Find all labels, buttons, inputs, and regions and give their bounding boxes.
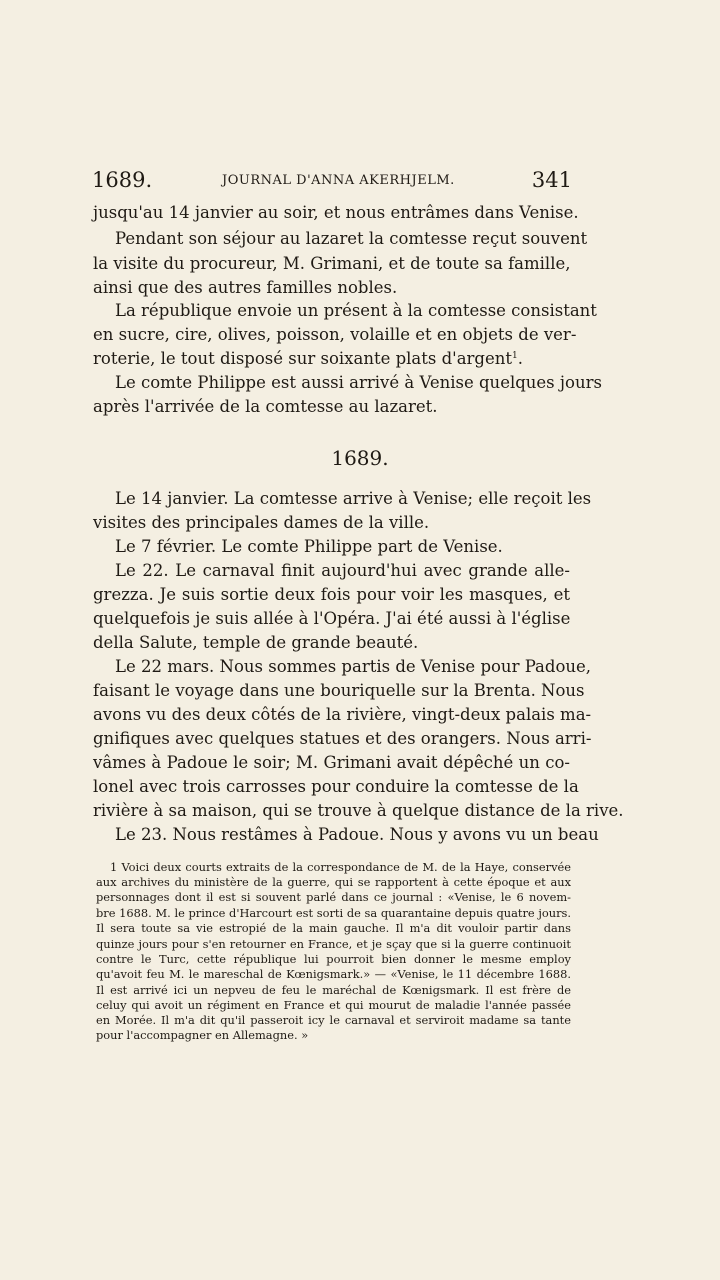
header-year: 1689.: [92, 168, 153, 192]
footnote-line: aux archives du ministère de la guerre, qui se rapportent à cette époque et aux: [96, 875, 571, 889]
page-number: 341: [531, 168, 572, 192]
text-line: della Salute, temple de grande beauté.: [93, 633, 419, 652]
footnote-line: personnages dont il est si souvent parlé dans ce journal : «Venise, le 6 novem-: [96, 890, 571, 904]
footnote-line: celuy qui avoit un régiment en France et qui mourut de maladie l'année passée: [96, 998, 571, 1012]
text-line: grezza. Je suis sortie deux fois pour voir les masques, et: [93, 585, 570, 604]
text-line: Le comte Philippe est aussi arrivé à Venise quelques jours: [115, 373, 602, 392]
text-line: quelquefois je suis allée à l'Opéra. J'ai été aussi à l'église: [93, 609, 571, 628]
text-line: Le 7 février. Le comte Philippe part de Venise.: [115, 537, 503, 556]
text-span: .: [517, 349, 523, 368]
footnote-line: Il est arrivé ici un nepveu de feu le maréchal de Kœnigsmark. Il est frère de: [96, 983, 571, 997]
footnote-line: en Morée. Il m'a dit qu'il passeroit icy le carnaval et serviroit madame sa tante: [96, 1013, 571, 1027]
running-header: [92, 168, 572, 198]
text-line: en sucre, cire, olives, poisson, volaille et en objets de ver-: [93, 325, 577, 344]
text-line: vâmes à Padoue le soir; M. Grimani avait dépêché un co-: [93, 753, 570, 772]
text-line: lonel avec trois carrosses pour conduire la comtesse de la: [93, 777, 579, 796]
footnote-line: Il sera toute sa vie estropié de la main gauche. Il m'a dit vouloir partir dans: [96, 921, 571, 935]
text-line: visites des principales dames de la ville.: [93, 513, 430, 532]
text-line-with-note: [93, 347, 570, 370]
text-line: après l'arrivée de la comtesse au lazaret.: [93, 397, 438, 416]
text-line: Le 22 mars. Nous sommes partis de Venise pour Padoue,: [115, 657, 592, 676]
text-line: Pendant son séjour au lazaret la comtesse reçut souvent: [115, 229, 588, 248]
header-title: JOURNAL D'ANNA AKERHJELM.: [222, 173, 455, 188]
text-line: gnifiques avec quelques statues et des orangers. Nous arri-: [93, 729, 592, 748]
footnote-line: bre 1688. M. le prince d'Harcourt est sorti de sa quarantaine depuis quatre jours.: [96, 906, 571, 920]
text-line: ainsi que des autres familles nobles.: [93, 278, 398, 297]
footnote-line: contre le Turc, cette république lui pourroit bien donner le mesme employ: [96, 952, 571, 966]
text-line: la visite du procureur, M. Grimani, et de toute sa famille,: [93, 254, 571, 273]
text-line: Le 23. Nous restâmes à Padoue. Nous y avons vu un beau: [115, 825, 599, 844]
footnote-line: pour l'accompagner en Allemagne. »: [96, 1028, 309, 1042]
footnote-line: qu'avoit feu M. le mareschal de Kœnigsmark.» — «Venise, le 11 décembre 1688.: [96, 967, 571, 981]
text-line: jusqu'au 14 janvier au soir, et nous entrâmes dans Venise.: [93, 203, 579, 222]
section-heading: 1689.: [331, 446, 389, 470]
text-line: rivière à sa maison, qui se trouve à quelque distance de la rive.: [93, 801, 624, 820]
footnote-line: quinze jours pour s'en retourner en France, et je sçay que si la guerre continuoit: [96, 937, 571, 951]
text-span: roterie, le tout disposé sur soixante plats d'argent: [93, 349, 513, 368]
text-line: La république envoie un présent à la comtesse consistant: [115, 301, 597, 320]
footnote-line: 1 Voici deux courts extraits de la correspondance de M. de la Haye, conservée: [110, 860, 571, 874]
text-line: faisant le voyage dans une bouriquelle sur la Brenta. Nous: [93, 681, 585, 700]
text-line: Le 22. Le carnaval finit aujourd'hui avec grande alle-: [115, 561, 570, 580]
text-line: Le 14 janvier. La comtesse arrive à Venise; elle reçoit les: [115, 489, 592, 508]
footnote-reference: 1: [512, 351, 518, 361]
text-line: avons vu des deux côtés de la rivière, vingt-deux palais ma-: [93, 705, 592, 724]
